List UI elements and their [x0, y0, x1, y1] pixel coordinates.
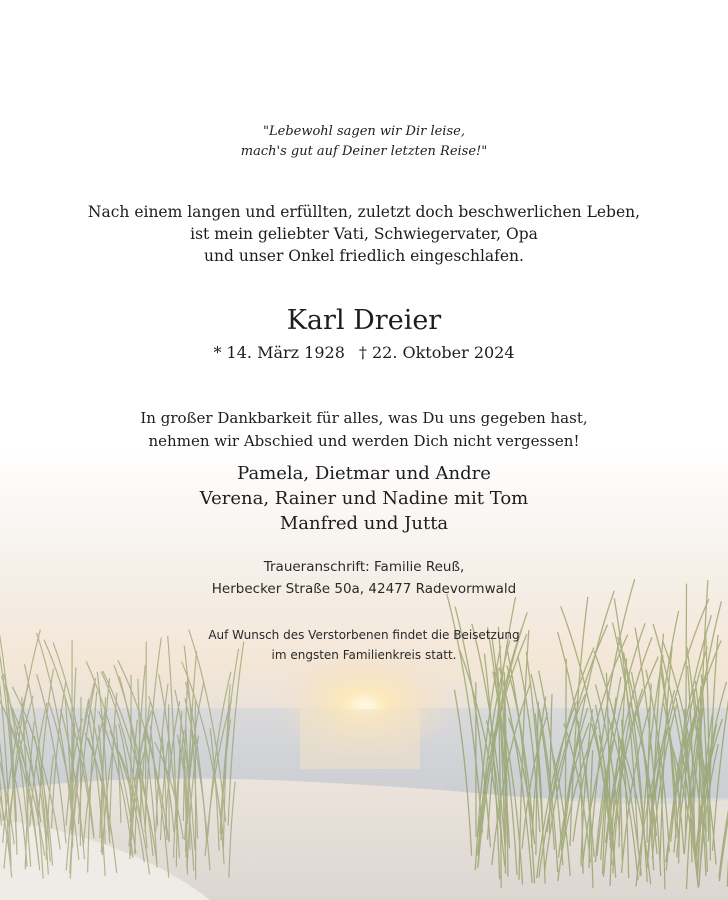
death-date: † 22. Oktober 2024	[358, 343, 515, 362]
intro-line-1: Nach einem langen und erfüllten, zuletzt doch beschwerlichen Leben,	[87, 203, 641, 221]
deceased-name: Karl Dreier	[286, 305, 442, 336]
address-line-2: Herbecker Straße 50a, 42477 Radevormwald	[211, 581, 517, 597]
thanks-line-2: nehmen wir Abschied und werden Dich nicht vergessen!	[148, 432, 580, 450]
life-dates	[0, 343, 728, 362]
intro-line-2: ist mein geliebter Vati, Schwiegervater, Opa	[190, 225, 538, 243]
note-line-2: im engsten Familienkreis statt.	[271, 648, 457, 662]
birth-date: * 14. März 1928	[213, 343, 345, 362]
quote-line-1: "Lebewohl sagen wir Dir leise,	[263, 124, 465, 139]
quote-line-2: mach's gut auf Deiner letzten Reise!"	[240, 144, 488, 159]
family-line-2: Verena, Rainer und Nadine mit Tom	[199, 488, 529, 509]
note-line-1: Auf Wunsch des Verstorbenen findet die Beisetzung	[208, 628, 520, 642]
intro-line-3: und unser Onkel friedlich eingeschlafen.	[204, 247, 524, 265]
family-line-3: Manfred und Jutta	[279, 513, 449, 534]
family-line-1: Pamela, Dietmar und Andre	[237, 463, 491, 484]
address-line-1: Traueranschrift: Familie Reuß,	[263, 559, 465, 575]
thanks-line-1: In großer Dankbarkeit für alles, was Du uns gegeben hast,	[140, 409, 588, 427]
